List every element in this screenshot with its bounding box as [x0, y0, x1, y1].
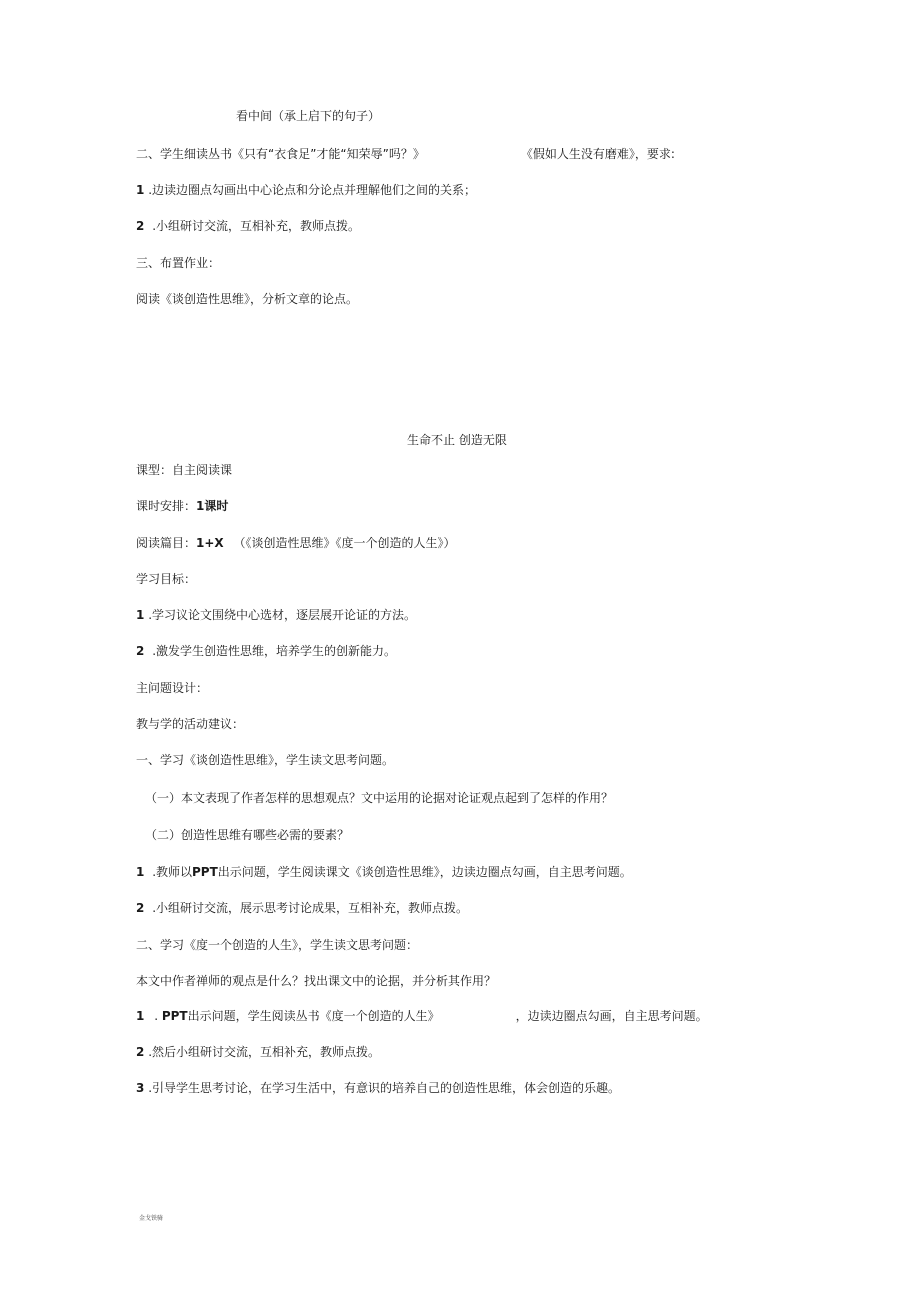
footer-watermark: 金戈铁骑: [139, 1215, 164, 1222]
readings-number: 1+X: [196, 536, 224, 550]
readings-line: [136, 535, 456, 551]
part2-step-3-text: .引导学生思考讨论，在学习生活中，有意识的培养自己的创造性思维，体会创造的乐趣。: [148, 1081, 621, 1095]
part2-heading: 二、学习《度一个创造的人生》，学生读文思考问题：: [136, 938, 419, 952]
part1-step-1-text-b: 出示问题，学生阅读课文《谈创造性思维》，边读边圈点勾画，自主思考问题。: [217, 865, 632, 879]
part1-step-1-number: 1: [136, 865, 145, 879]
step-2-text: .小组研讨交流，互相补充，教师点拨。: [152, 219, 361, 233]
part2-step-2-text: .然后小组研讨交流，互相补充，教师点拨。: [148, 1045, 381, 1059]
lesson-title: 生命不止 创造无限: [407, 433, 507, 447]
part1-step-2: [136, 900, 468, 916]
task2-heading-part-b: 《假如人生没有磨难》，要求:: [520, 147, 675, 161]
course-type: 课型：自主阅读课: [136, 463, 233, 477]
part1-step-1: [136, 864, 632, 880]
readings-label: 阅读篇目：: [136, 536, 197, 550]
readings-titles: （《谈创造性思维》《度一个创造的人生》）: [233, 536, 456, 550]
part1-step-1-ppt: PPT: [192, 865, 218, 879]
goal-2-number: 2: [136, 644, 145, 658]
activity-suggestions-heading: 教与学的活动建议：: [136, 717, 245, 731]
part2-step-2-number: 2: [136, 1045, 145, 1059]
class-hours: [136, 498, 228, 514]
class-hours-value: 1课时: [196, 499, 229, 513]
part2-step-1-text-b: ，边读边圈点勾画，自主思考问题。: [515, 1009, 708, 1023]
step-1-text: .边读边圈点勾画出中心论点和分论点并理解他们之间的关系；: [148, 183, 477, 197]
goal-1: [136, 607, 416, 623]
part1-step-1-text-a: .教师以: [152, 865, 193, 879]
goals-heading: 学习目标：: [136, 572, 197, 586]
main-question-heading: 主问题设计：: [136, 681, 209, 695]
goal-1-text: .学习议论文围绕中心选材，逐层展开论证的方法。: [148, 608, 417, 622]
part1-question-2: （二）创造性思维有哪些必需的要素？: [145, 828, 350, 842]
step-1-number: 1: [136, 183, 145, 197]
part2-step-1-dot: .: [154, 1009, 159, 1023]
part2-step-1-number: 1: [136, 1009, 145, 1023]
part1-heading: 一、学习《谈创造性思维》，学生读文思考问题。: [136, 753, 395, 767]
step-2-number: 2: [136, 219, 145, 233]
task2-heading-part-a: 二、学生细读丛书《只有“衣食足”才能“知荣辱”吗？》: [136, 147, 425, 161]
task3-heading: 三、布置作业：: [136, 256, 221, 270]
goal-1-number: 1: [136, 608, 145, 622]
homework-line: 阅读《谈创造性思维》，分析文章的论点。: [136, 292, 359, 306]
center-sentence-line: 看中间（承上启下的句子）: [236, 109, 381, 123]
part1-step-2-number: 2: [136, 901, 145, 915]
part2-question: 本文中作者禅师的观点是什么？找出课文中的论据，并分析其作用？: [136, 974, 497, 988]
part1-step-2-text: .小组研讨交流，展示思考讨论成果，互相补充，教师点拨。: [152, 901, 469, 915]
part1-question-1: （一）本文表现了作者怎样的思想观点？文中运用的论据对论证观点起到了怎样的作用？: [145, 791, 614, 805]
goal-2-text: .激发学生创造性思维，培养学生的创新能力。: [152, 644, 397, 658]
part2-step-1-ppt: PPT: [161, 1009, 188, 1023]
class-hours-label: 课时安排：: [136, 499, 197, 513]
part2-step-1-text-a: 出示问题，学生阅读丛书《度一个创造的人生》: [187, 1009, 440, 1023]
part2-step-1: [136, 1008, 708, 1024]
part2-step-3: [136, 1080, 620, 1096]
step-2: [136, 218, 360, 234]
part2-step-3-number: 3: [136, 1081, 145, 1095]
step-1: [136, 182, 476, 198]
task2-heading: [136, 146, 675, 162]
part2-step-2: [136, 1044, 380, 1060]
goal-2: [136, 643, 396, 659]
